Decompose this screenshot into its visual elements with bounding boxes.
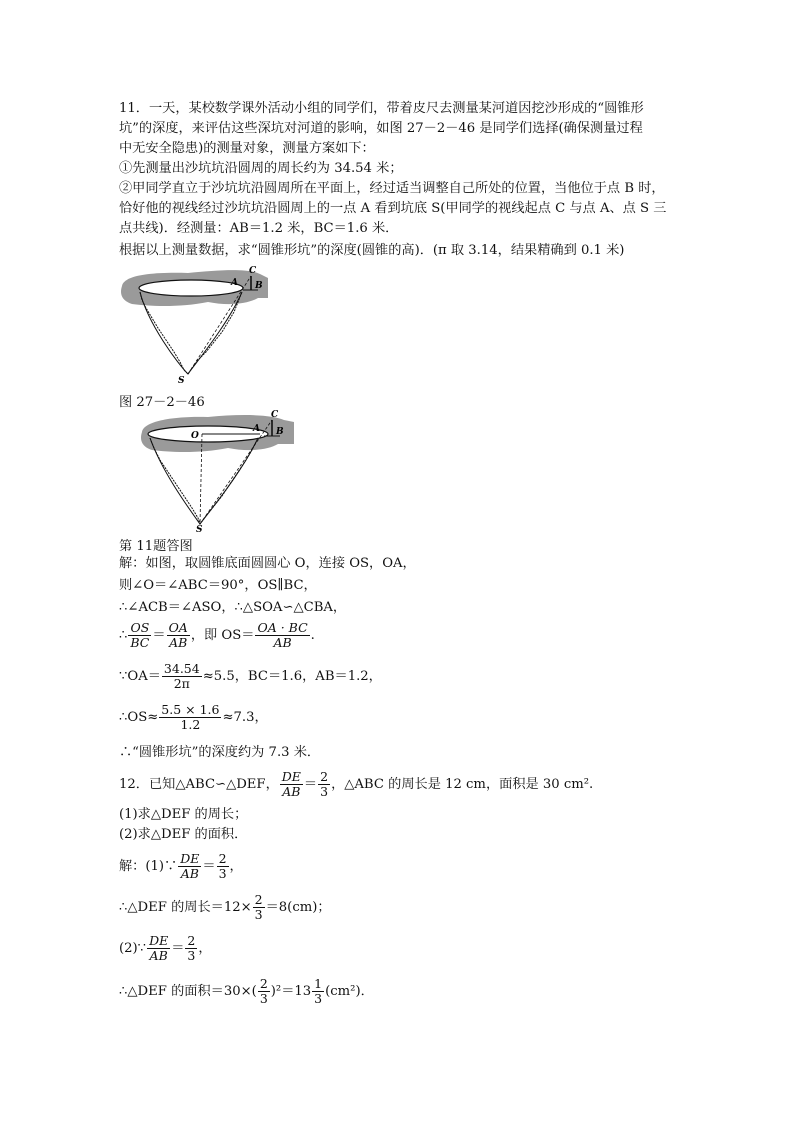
problem11-line4: ①先测量出沙坑坑沿圆周的周长约为 34.54 米； <box>119 161 403 176</box>
problem12-solution-line3 <box>119 934 212 964</box>
cone-figure-1 <box>118 264 278 386</box>
fraction-numerator: 2 <box>187 933 196 948</box>
fraction-oabc-ab <box>255 621 309 650</box>
fig1-label-s: S <box>178 376 185 386</box>
fraction-numerator: DE <box>180 851 200 866</box>
fraction-denominator: 2π <box>162 676 202 691</box>
problem12-solution-line1 <box>119 852 243 882</box>
problem11-line8: 根据以上测量数据，求“圆锥形坑”的深度(圆锥的高)．(π 取 3.14，结果精确到 0.1 米) <box>119 243 625 258</box>
fraction-circumference <box>162 662 202 691</box>
text-segment: (cm²)． <box>325 984 374 999</box>
problem12-question2: (2)求△DEF 的面积． <box>119 827 248 842</box>
fraction-numerator: 1 <box>314 976 323 991</box>
fig2-label-o: O <box>191 431 199 441</box>
fig1-label-a: A <box>231 278 238 288</box>
equals-sign: ＝ <box>202 859 216 874</box>
text-segment: (2)∵ <box>119 941 147 956</box>
fraction-numerator: DE <box>281 769 301 784</box>
text-segment: )²＝13 <box>270 984 312 999</box>
equals-sign: ＝ <box>152 628 166 643</box>
problem11-line2: 坑”的深度，来评估这些深坑对河道的影响，如图 27－2－46 是同学们选择(确保测量过程 <box>119 121 643 136</box>
solution11-line1: 解：如图，取圆锥底面圆圆心 O，连接 OS，OA， <box>119 556 416 571</box>
solution11-line4: ∴ $\frac{OS}{BC}$ ＝ $\frac{OA}{AB}$ ，即 OS＝ $\frac{OA \cdot BC}{AB}$ . <box>119 620 315 650</box>
problem12-question1: (1)求△DEF 的周长； <box>119 807 248 822</box>
fraction-denominator: AB <box>178 866 201 881</box>
fraction-denominator: 3 <box>254 907 263 922</box>
fraction-denominator: 3 <box>187 948 196 963</box>
problem12-solution-line4 <box>119 977 374 1007</box>
text-segment: ∴△DEF 的周长＝12× <box>119 900 252 915</box>
fraction-numerator: 34.54 <box>163 661 200 676</box>
equals-sign: ＝ <box>303 777 318 792</box>
fraction-denominator: AB <box>255 635 309 650</box>
problem12-solution-line2 <box>119 893 331 923</box>
solution11-line2: 则∠O＝∠ABC＝90°，OS∥BC， <box>119 578 317 593</box>
figure2-caption: 第 11题答图 <box>119 539 193 554</box>
fraction-os-value <box>159 703 221 732</box>
fraction-numerator: 2 <box>254 892 263 907</box>
fig2-label-c: C <box>271 410 279 420</box>
fraction-de-ab <box>147 934 170 963</box>
fraction-denominator: 1.2 <box>159 717 221 732</box>
fraction-numerator: DE <box>149 933 169 948</box>
fraction-numerator: OA · BC <box>257 620 308 635</box>
fraction-two-thirds <box>258 977 270 1006</box>
text-segment: ＝8(cm)； <box>265 900 331 915</box>
fraction-one-third <box>312 977 324 1006</box>
fraction-numerator: OS <box>130 620 150 635</box>
problem11-line3: 中无安全隐患)的测量对象，测量方案如下： <box>119 141 375 156</box>
problem11-line5: ②甲同学直立于沙坑坑沿圆周所在平面上，经过适当调整自己所处的位置，当他位于点 B 时， <box>119 181 665 196</box>
text-segment: ，△ABC 的周长是 12 cm，面积是 30 cm². <box>331 777 594 792</box>
fig1-label-b: B <box>255 281 263 291</box>
fig2-label-b: B <box>276 427 284 437</box>
text-segment: ∵OA＝ <box>119 669 161 684</box>
fraction-numerator: 2 <box>320 769 329 784</box>
text-segment: 解：(1)∵ <box>119 859 178 874</box>
solution11-line7: ∴“圆锥形坑”的深度约为 7.3 米． <box>119 745 321 760</box>
fig2-label-a: A <box>253 424 260 434</box>
fraction-numerator: 2 <box>218 851 227 866</box>
text-segment: ， <box>229 859 243 874</box>
fraction-denominator: 3 <box>320 784 329 799</box>
solution11-line5 <box>119 662 382 692</box>
fraction-denominator: 3 <box>259 991 268 1006</box>
fraction-oa-ab <box>167 621 190 650</box>
text-segment: ∴△DEF 的面积＝30×( <box>119 984 257 999</box>
fig1-label-c: C <box>249 266 257 276</box>
cone-figure-2 <box>138 408 298 534</box>
fig2-label-s: S <box>196 525 203 534</box>
text-segment: ，即 OS＝ <box>190 628 255 643</box>
text-segment: . <box>310 628 315 643</box>
text-segment: 12．已知△ABC∽△DEF， <box>119 777 279 792</box>
solution11-line6 <box>119 703 268 733</box>
fraction-two-thirds <box>185 934 197 963</box>
fraction-denominator: 3 <box>314 991 323 1006</box>
fraction-de-ab <box>280 770 303 799</box>
solution11-line3: ∴∠ACB＝∠ASO，∴△SOA∽△CBA， <box>119 600 347 615</box>
fraction-numerator: 2 <box>259 976 268 991</box>
problem11-line7: 点共线)．经测量：AB＝1.2 米，BC＝1.6 米． <box>119 221 399 236</box>
fraction-os-bc <box>128 621 151 650</box>
fraction-numerator: OA <box>168 620 188 635</box>
fraction-de-ab <box>178 852 201 881</box>
figure1-caption: 图 27－2－46 <box>119 395 205 410</box>
text-segment: ≈7.3， <box>222 710 268 725</box>
fraction-two-thirds <box>318 770 330 799</box>
fraction-two-thirds <box>217 852 229 881</box>
text-segment: ， <box>198 941 212 956</box>
fraction-two-thirds <box>253 893 265 922</box>
text-segment: ∴OS≈ <box>119 710 159 725</box>
fraction-denominator: 3 <box>218 866 227 881</box>
fraction-denominator: AB <box>280 784 303 799</box>
fraction-denominator: AB <box>167 635 190 650</box>
fraction-numerator: 5.5 × 1.6 <box>161 702 220 717</box>
equals-sign: ＝ <box>171 941 185 956</box>
fraction-denominator: AB <box>147 948 170 963</box>
text-segment: ≈5.5，BC＝1.6，AB＝1.2， <box>202 669 382 684</box>
problem11-line1: 11．一天，某校数学课外活动小组的同学们，带着皮尺去测量某河道因挖沙形成的“圆锥形 <box>119 101 644 116</box>
problem12-line1 <box>119 770 593 800</box>
problem11-line6: 恰好他的视线经过沙坑坑沿圆周上的一点 A 看到坑底 S(甲同学的视线起点 C 与点 A、点 S 三 <box>119 201 667 216</box>
fraction-denominator: BC <box>130 635 150 650</box>
